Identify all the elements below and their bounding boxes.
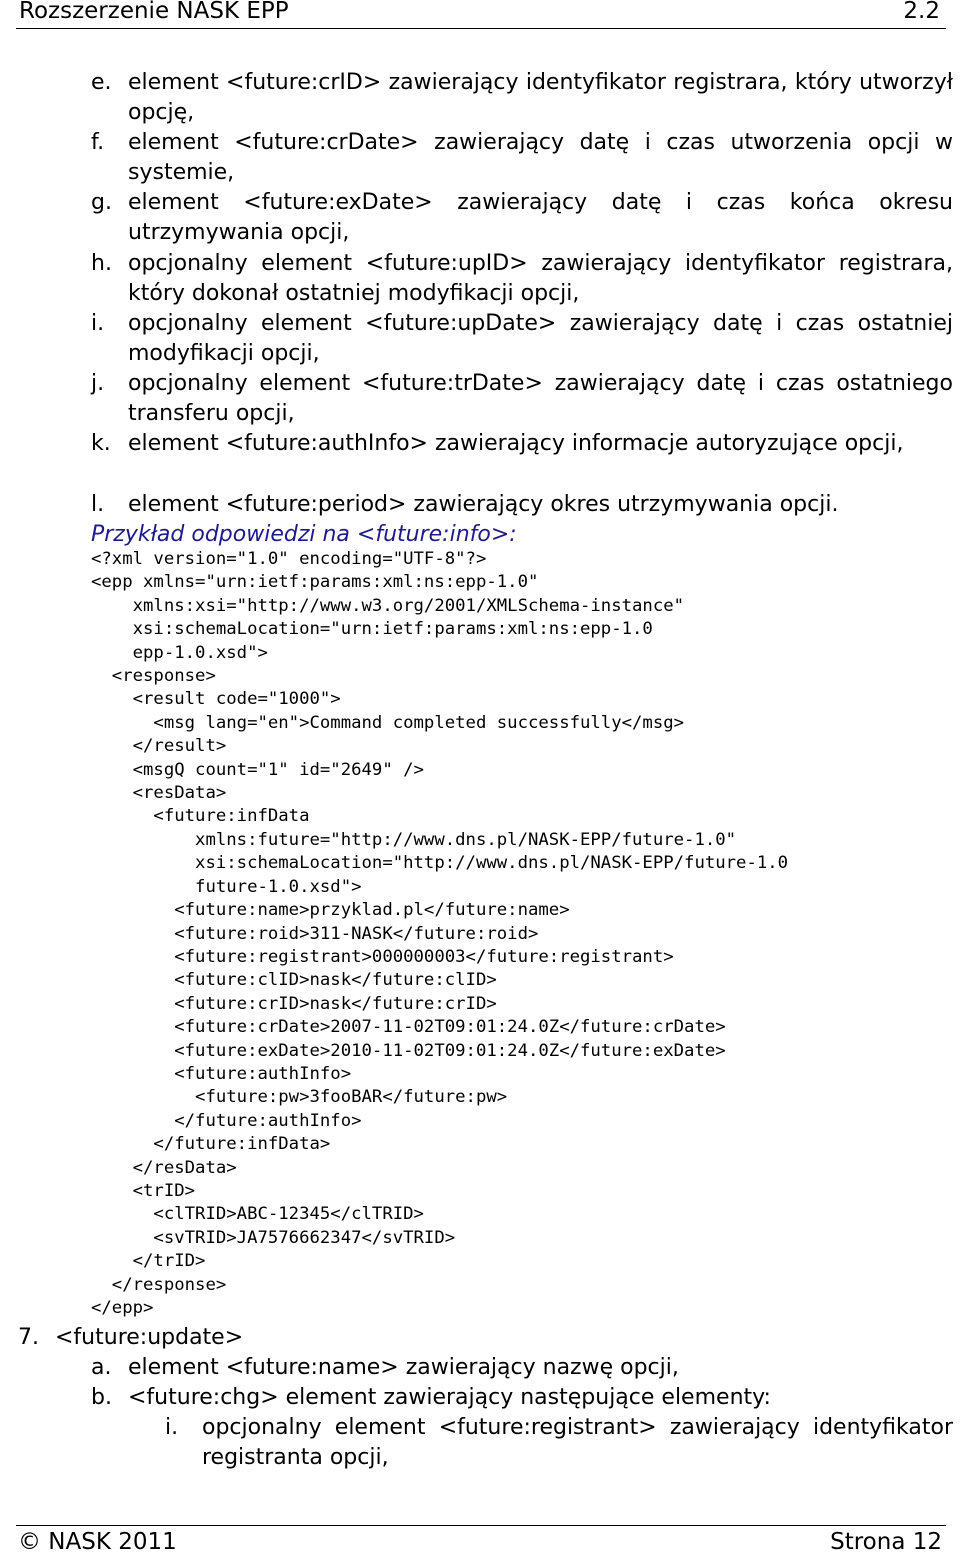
code-line: <future:registrant>000000003</future:registrant> [91,946,674,967]
list-marker: h. [91,251,112,276]
xml-code-block [91,548,788,1320]
list-item-text: opcjonalny element <future:upDate> zawierający datę i czas ostatniej modyfikacji opcji, [128,311,953,366]
list-item-text: element <future:period> zawierający okres utrzymywania opcji. [128,492,839,517]
list-item-text: element <future:exDate> zawierający datę i czas końca okresu utrzymywania opcji, [128,190,953,245]
code-line: <epp xmlns="urn:ietf:params:xml:ns:epp-1.0" [91,572,539,593]
code-line: </epp> [91,1298,154,1318]
code-line: <msg lang="en">Command completed successfully</msg> [91,712,685,733]
example-heading: Przykład odpowiedzi na <future:info>: [91,522,517,547]
list-marker: k. [91,431,111,456]
code-line: <response> [91,666,216,687]
list-marker: j. [91,371,105,396]
code-line: xsi:schemaLocation="urn:ietf:params:xml:ns:epp-1.0 [91,619,653,640]
list-marker: g. [91,190,112,215]
list-item-text: opcjonalny element <future:trDate> zawierający datę i czas ostatniego transferu opcji, [128,371,953,426]
code-line: </resData> [91,1157,237,1178]
code-line: </result> [91,736,227,757]
list-marker: i. [91,311,105,336]
code-line: future-1.0.xsd"> [91,876,362,897]
list-item-text: element <future:crID> zawierający identyfikator registrara, który utworzył opcję, [128,70,953,125]
code-line: xmlns:xsi="http://www.w3.org/2001/XMLSchema-instance" [91,595,685,616]
code-line: <future:clID>nask</future:clID> [91,970,497,991]
list-marker: l. [91,492,105,517]
code-line: <future:crDate>2007-11-02T09:01:24.0Z</future:crDate> [91,1017,726,1038]
list-marker: i. [165,1415,179,1440]
list-marker: a. [91,1355,112,1380]
code-line: <future:exDate>2010-11-02T09:01:24.0Z</future:exDate> [91,1040,726,1061]
list-item-text: opcjonalny element <future:upID> zawierający identyfikator registrara, który dokonał ostatniej modyfikacji opcji, [128,251,953,306]
list-marker: e. [91,70,112,95]
section-number: 7. [18,1325,39,1350]
code-line: <future:name>przyklad.pl</future:name> [91,900,570,921]
code-line: <trID> [91,1180,196,1201]
code-line: <msgQ count="1" id="2649" /> [91,759,424,780]
code-line: <?xml version="1.0" encoding="UTF-8"?> [91,549,487,569]
code-line: <resData> [91,783,227,804]
page-header [16,0,946,29]
code-line: xmlns:future="http://www.dns.pl/NASK-EPP/future-1.0" [91,829,737,850]
document-title: Rozszerzenie NASK EPP [19,0,289,24]
code-line: </future:infData> [91,1134,331,1155]
page-number: Strona 12 [830,1529,942,1555]
code-line: </future:authInfo> [91,1110,362,1131]
section-number: 2.2 [903,0,940,24]
code-line: <svTRID>JA7576662347</svTRID> [91,1227,456,1248]
code-line: <future:crID>nask</future:crID> [91,993,497,1014]
list-item-text: opcjonalny element <future:registrant> zawierający identyfikator registranta opcji, [202,1415,953,1470]
code-line: <future:pw>3fooBAR</future:pw> [91,1087,508,1108]
code-line: </trID> [91,1251,206,1272]
code-line: <clTRID>ABC-12345</clTRID> [91,1204,424,1225]
code-line: <future:roid>311-NASK</future:roid> [91,923,539,944]
code-line: <result code="1000"> [91,689,341,710]
list-item-text: element <future:authInfo> zawierający informacje autoryzujące opcji, [128,431,904,456]
list-marker: f. [91,130,105,155]
code-line: </response> [91,1274,227,1295]
list-item-text: element <future:name> zawierający nazwę opcji, [128,1355,679,1380]
code-line: <future:authInfo> [91,1063,352,1084]
section-title: <future:update> [55,1325,244,1350]
code-line: epp-1.0.xsd"> [91,642,268,663]
list-item-text: element <future:crDate> zawierający datę i czas utworzenia opcji w systemie, [128,130,953,185]
list-marker: b. [91,1385,112,1410]
page-footer [16,1525,946,1556]
list-item-text: <future:chg> element zawierający następujące elementy: [128,1385,771,1410]
code-line: <future:infData [91,806,310,827]
code-line: xsi:schemaLocation="http://www.dns.pl/NASK-EPP/future-1.0 [91,853,789,874]
copyright: © NASK 2011 [18,1529,177,1555]
